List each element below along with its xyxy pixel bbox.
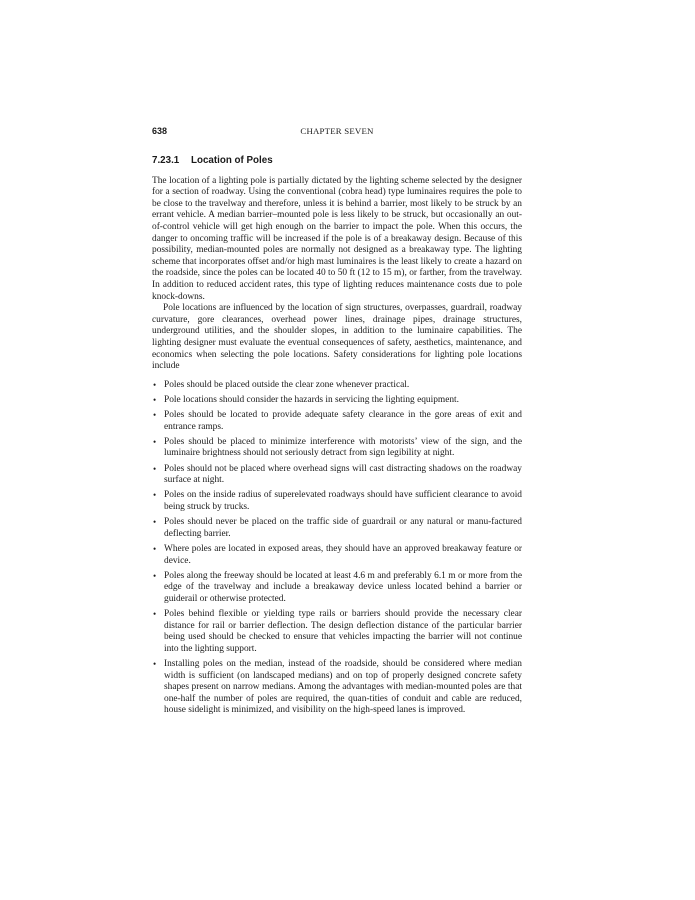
list-item: • Where poles are located in exposed areas, they should have an approved breakaway feature or device. <box>153 543 522 566</box>
bullet-icon: • <box>153 463 157 474</box>
section-title: Location of Poles <box>191 155 273 166</box>
section-heading <box>152 155 522 167</box>
body-paragraph-1: The location of a lighting pole is partially dictated by the lighting scheme selected by the designer for a section of roadway. Using the conventional (cobra head) type luminaires requires the pole to be close to the travelway and therefore, unless it is behind a barrier, most likely to be struck by an errant vehicle. A median barrier–mounted pole is less likely to be struck, but occasionally an out-of-control vehicle will get high enough on the barrier to impact the pole. When this occurs, the danger to oncoming traffic will be increased if the pole is of a breakaway design. Because of this possibility, median-mounted poles are normally not designed as a breakaway type. The lighting scheme that incorporates offset and/or high mast luminaires is the least likely to create a hazard on the roadside, since the poles can be located 40 to 50 ft (12 to 15 m), or farther, from the travelway. In addition to reduced accident rates, this type of lighting reduces maintenance costs due to pole knock-downs. <box>152 175 522 302</box>
list-item: • Poles should be located to provide adequate safety clearance in the gore areas of exit and entrance ramps. <box>153 410 522 432</box>
bullet-icon: • <box>153 379 157 390</box>
list-item: • Pole locations should consider the hazards in servicing the lighting equipment. <box>153 394 459 405</box>
document-page <box>152 126 522 721</box>
bullet-icon: • <box>153 609 157 620</box>
bullet-icon: • <box>153 436 157 447</box>
list-item: • Poles along the freeway should be located at least 4.6 m and preferably 6.1 m or more from the edge of the travelway and include a breakaway device unless located behind a barrier or guiderail or otherwise protected. <box>153 570 522 604</box>
bullet-icon: • <box>153 659 157 670</box>
list-item: • Poles should be placed outside the clear zone whenever practical. <box>153 379 410 390</box>
list-item: • Poles should not be placed where overhead signs will cast distracting shadows on the roadway surface at night. <box>153 463 522 486</box>
bullet-icon: • <box>153 410 157 421</box>
list-item: • Installing poles on the median, instead of the roadside, should be considered where median width is sufficient (on landscaped medians) and on top of properly designed concrete safety shapes present on narrow medians. Among the advantages with median-mounted poles are that one-half the number of poles are required, the quan-tities of conduit and cable are reduced, house sidelight is minimized, and visibility on the high-speed lanes is improved. <box>153 659 522 716</box>
bullet-icon: • <box>153 394 157 405</box>
list-item: • Poles behind flexible or yielding type rails or barriers should provide the necessary clear distance for rail or barrier deflection. The design deflection distance of the particular barrier being used should be checked to ensure that vehicles impacting the barrier will not continue into the lighting support. <box>153 609 522 654</box>
list-item: • Poles should be placed to minimize interference with motorists’ view of the sign, and the luminaire brightness should not seriously detract from sign legibility at night. <box>153 436 522 459</box>
chapter-title: CHAPTER SEVEN <box>300 126 374 136</box>
bullet-icon: • <box>153 517 157 528</box>
body-paragraph-2: Pole locations are influenced by the location of sign structures, overpasses, guardrail, roadway curvature, gore clearances, overhead power lines, drainage pipes, drainage structures, underground utilities, and the shoulder slopes, in addition to the luminaire capabilities. The lighting designer must evaluate the eventual consequences of safety, aesthetics, maintenance, and economics when selecting the pole locations. Safety considerations for lighting pole locations include <box>152 303 522 372</box>
bullet-icon: • <box>153 543 157 554</box>
section-number: 7.23.1 <box>152 155 180 166</box>
list-item: • Poles on the inside radius of superelevated roadways should have sufficient clearance to avoid being struck by trucks. <box>153 490 522 512</box>
bullet-icon: • <box>153 570 157 581</box>
safety-considerations-list <box>152 380 522 717</box>
bullet-icon: • <box>153 490 157 501</box>
running-head <box>152 126 522 140</box>
page-number: 638 <box>152 126 168 136</box>
list-item: • Poles should never be placed on the traffic side of guardrail or any natural or manu-factured deflecting barrier. <box>153 517 522 539</box>
